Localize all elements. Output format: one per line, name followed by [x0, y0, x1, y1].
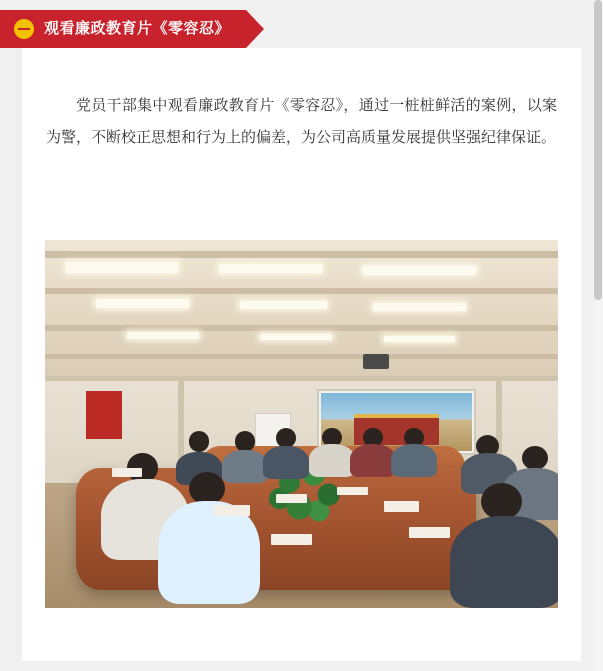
ceiling-light	[373, 303, 465, 311]
attendee-head	[481, 483, 522, 520]
attendee-body	[263, 446, 309, 479]
article-paragraph: 党员干部集中观看廉政教育片《零容忍》，通过一桩桩鲜活的案例，以案为警，不断校正思想和行为上的偏差，为公司高质量发展提供坚强纪律保证。	[46, 98, 557, 146]
document-paper	[337, 487, 368, 496]
ceiling-light	[66, 262, 179, 273]
minus-circle-icon	[14, 19, 34, 39]
attendee-body	[309, 444, 355, 477]
red-banner	[86, 391, 122, 439]
document-paper	[384, 501, 420, 512]
ceiling-beam	[45, 354, 558, 359]
attendee-body	[350, 444, 396, 477]
ceiling-light	[127, 332, 199, 339]
document-paper	[214, 505, 250, 516]
attendee-head	[522, 446, 548, 470]
document-paper	[276, 494, 307, 504]
ceiling-beam	[45, 288, 558, 294]
attendee-head	[189, 431, 210, 451]
ceiling-beam	[45, 325, 558, 331]
wall-trim	[45, 376, 558, 381]
ceiling-light	[219, 264, 322, 274]
document-paper	[271, 534, 312, 545]
attendee-body	[158, 501, 261, 604]
attendee-head	[276, 428, 297, 448]
projected-image	[321, 393, 472, 451]
scrollbar-thumb[interactable]	[594, 0, 602, 300]
document-paper	[112, 468, 143, 477]
ceiling-light	[96, 299, 188, 308]
ceiling-light	[260, 334, 332, 341]
page-title: 观看廉政教育片《零容忍》	[44, 20, 231, 37]
scrollbar[interactable]	[593, 0, 603, 671]
attendee-body	[391, 444, 437, 477]
ceiling-light	[240, 301, 327, 309]
ceiling-beam	[45, 251, 558, 258]
attendee-head	[189, 472, 225, 505]
projector	[363, 354, 389, 369]
attendee-body	[450, 516, 558, 608]
attendee-head	[235, 431, 256, 451]
document-paper	[409, 527, 450, 538]
attendee-body	[222, 450, 268, 483]
content-card	[22, 48, 581, 661]
section-header-banner	[0, 10, 246, 48]
meeting-room-photo	[45, 240, 558, 608]
ceiling-light	[384, 336, 456, 343]
photo-container	[45, 240, 558, 608]
ceiling-light	[363, 266, 476, 276]
header-ribbon	[0, 10, 246, 48]
